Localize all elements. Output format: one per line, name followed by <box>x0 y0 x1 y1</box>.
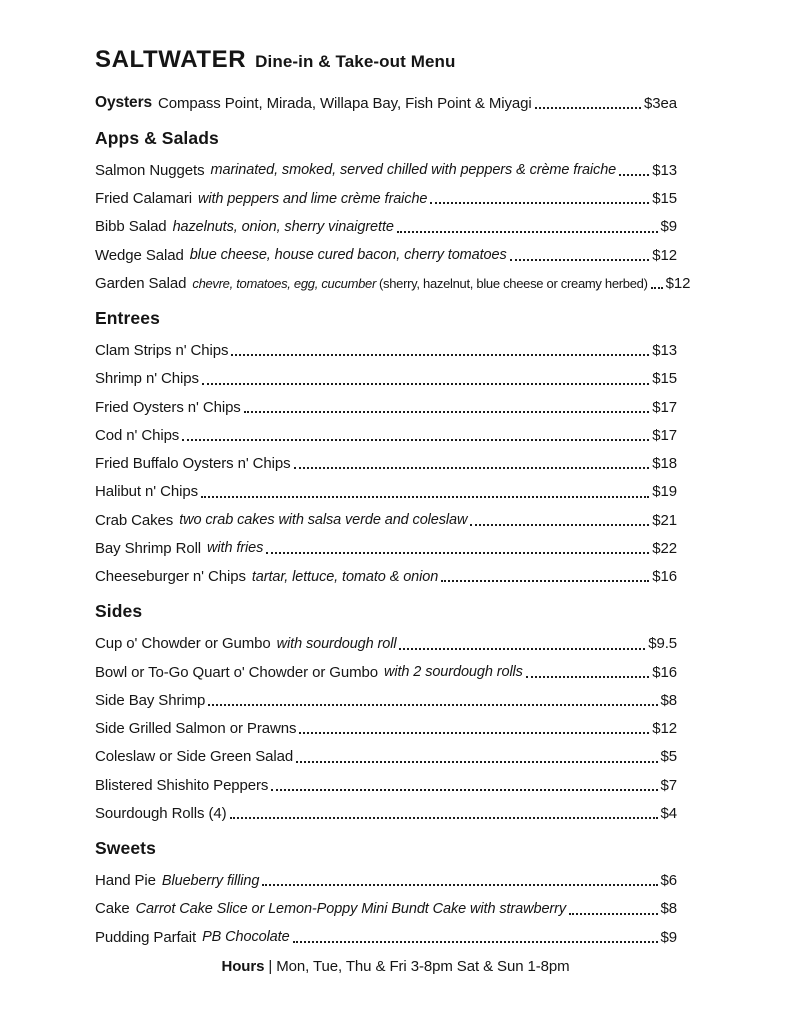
item-name: Salmon Nuggets <box>95 161 205 179</box>
menu-item-row <box>95 483 677 500</box>
menu-item-row <box>95 218 677 235</box>
dotted-leader <box>266 552 649 554</box>
dotted-leader <box>271 789 657 791</box>
item-price: $3ea <box>644 94 677 112</box>
menu-item-row <box>95 342 677 359</box>
item-name: Coleslaw or Side Green Salad <box>95 748 294 766</box>
item-detail: Blueberry filling <box>161 872 260 889</box>
dotted-leader <box>202 383 649 385</box>
item-price: $8 <box>660 691 677 709</box>
item-name: Blistered Shishito Peppers <box>95 776 269 794</box>
menu-item-row <box>95 568 677 585</box>
item-name: Hand Pie <box>95 872 156 890</box>
dotted-leader <box>651 287 663 289</box>
menu-item-row <box>95 370 677 387</box>
dotted-leader <box>231 354 649 356</box>
hours-footer <box>0 958 791 975</box>
dotted-leader <box>294 467 650 469</box>
item-name: Pudding Parfait <box>95 928 197 946</box>
menu-item-row <box>95 872 677 889</box>
section-heading: Entrees <box>95 308 160 329</box>
item-name: Fried Calamari <box>95 190 192 208</box>
menu-item-row <box>95 274 691 292</box>
dotted-leader <box>535 107 641 109</box>
restaurant-name: SALTWATER <box>95 46 247 73</box>
dotted-leader <box>470 524 649 526</box>
item-price: $19 <box>652 483 677 501</box>
item-price: $5 <box>660 748 677 766</box>
item-name: Wedge Salad <box>95 246 184 264</box>
item-name: Side Bay Shrimp <box>95 691 206 709</box>
item-name: Oysters <box>95 94 153 111</box>
menu-item-row-oysters <box>95 94 677 112</box>
item-price: $12 <box>652 720 677 738</box>
item-name: Fried Oysters n' Chips <box>95 398 241 416</box>
item-price: $15 <box>652 190 677 208</box>
menu-item-row <box>95 427 677 444</box>
item-price: $9 <box>660 218 677 236</box>
item-detail: tartar, lettuce, tomato & onion <box>251 568 439 585</box>
menu-item-row <box>95 540 677 557</box>
menu-content <box>95 46 691 957</box>
item-detail: hazelnuts, onion, sherry vinaigrette <box>172 218 394 235</box>
item-price: $12 <box>652 246 677 264</box>
item-name: Cake <box>95 900 130 918</box>
item-price: $9.5 <box>648 635 677 653</box>
dotted-leader <box>262 884 657 886</box>
section-heading: Sides <box>95 601 143 622</box>
item-price: $4 <box>660 804 677 822</box>
menu-item-row <box>95 399 677 416</box>
item-price: $8 <box>660 900 677 918</box>
section-heading: Apps & Salads <box>95 127 219 148</box>
item-name: Cup o' Chowder or Gumbo <box>95 635 271 653</box>
item-price: $16 <box>652 568 677 586</box>
item-price: $15 <box>652 370 677 388</box>
menu-item-row <box>95 777 677 794</box>
item-price: $13 <box>652 342 677 360</box>
dotted-leader <box>244 411 650 413</box>
dotted-leader <box>430 202 649 204</box>
menu-item-row <box>95 247 677 264</box>
item-name: Halibut n' Chips <box>95 483 198 501</box>
dotted-leader <box>201 496 649 498</box>
item-name: Bowl or To-Go Quart o' Chowder or Gumbo <box>95 663 378 681</box>
item-detail: PB Chocolate <box>202 929 290 946</box>
item-name: Side Grilled Salmon or Prawns <box>95 720 297 738</box>
menu-item-row <box>95 162 677 179</box>
item-name: Crab Cakes <box>95 511 174 529</box>
menu-sections <box>95 127 691 946</box>
item-name: Garden Salad <box>95 274 187 292</box>
item-name: Sourdough Rolls (4) <box>95 804 227 822</box>
item-detail-plain: (sherry, hazelnut, blue cheese or creamy herbed) <box>379 276 648 292</box>
item-name: Clam Strips n' Chips <box>95 342 229 360</box>
item-detail: Compass Point, Mirada, Willapa Bay, Fish Point & Miyagi <box>158 94 532 112</box>
dotted-leader <box>299 732 649 734</box>
dotted-leader <box>510 259 650 261</box>
item-detail: two crab cakes with salsa verde and coleslaw <box>179 512 468 529</box>
section-heading: Sweets <box>95 838 156 859</box>
menu-item-row <box>95 900 677 917</box>
dotted-leader <box>441 580 649 582</box>
menu-item-row <box>95 692 677 709</box>
dotted-leader <box>208 704 657 706</box>
menu-item-row <box>95 929 677 946</box>
item-price: $7 <box>660 776 677 794</box>
item-detail: chevre, tomatoes, egg, cucumber <box>192 276 377 292</box>
menu-item-row <box>95 512 677 529</box>
item-name: Shrimp n' Chips <box>95 370 199 388</box>
item-detail: Carrot Cake Slice or Lemon-Poppy Mini Bundt Cake with strawberry <box>135 900 567 917</box>
item-name: Cod n' Chips <box>95 426 180 444</box>
item-detail: marinated, smoked, served chilled with peppers & crème fraiche <box>210 162 617 179</box>
item-price: $16 <box>652 663 677 681</box>
dotted-leader <box>182 439 649 441</box>
item-price: $13 <box>652 161 677 179</box>
item-detail: blue cheese, house cured bacon, cherry tomatoes <box>189 247 507 264</box>
menu-item-row <box>95 720 677 737</box>
menu-item-row <box>95 664 677 681</box>
item-detail: with 2 sourdough rolls <box>383 664 523 681</box>
menu-item-row <box>95 748 677 765</box>
item-name: Bibb Salad <box>95 218 167 236</box>
item-price: $22 <box>652 539 677 557</box>
hours-text: Mon, Tue, Thu & Fri 3-8pm Sat & Sun 1-8pm <box>276 958 570 975</box>
dotted-leader <box>569 913 657 915</box>
item-name: Bay Shrimp Roll <box>95 539 202 557</box>
item-price: $21 <box>652 511 677 529</box>
item-detail: with sourdough roll <box>276 635 397 652</box>
item-price: $17 <box>652 426 677 444</box>
item-price: $18 <box>652 455 677 473</box>
dotted-leader <box>526 676 649 678</box>
dotted-leader <box>296 761 657 763</box>
dotted-leader <box>619 174 649 176</box>
item-name: Fried Buffalo Oysters n' Chips <box>95 455 291 473</box>
menu-subtitle: Dine-in & Take-out Menu <box>255 52 456 71</box>
page-title <box>95 46 677 74</box>
dotted-leader <box>293 941 658 943</box>
dotted-leader <box>230 817 658 819</box>
dotted-leader <box>397 231 658 233</box>
item-detail: with fries <box>207 540 264 557</box>
item-name: Cheeseburger n' Chips <box>95 568 246 586</box>
item-price: $9 <box>660 928 677 946</box>
item-price: $6 <box>660 872 677 890</box>
item-price: $17 <box>652 398 677 416</box>
menu-item-row <box>95 455 677 472</box>
menu-item-row <box>95 635 677 652</box>
dotted-leader <box>399 648 645 650</box>
menu-item-row <box>95 190 677 207</box>
item-price: $12 <box>665 274 691 292</box>
menu-item-row <box>95 805 677 822</box>
hours-label: Hours <box>221 958 265 975</box>
hours-separator: | <box>268 958 273 975</box>
item-detail: with peppers and lime crème fraiche <box>197 190 428 207</box>
